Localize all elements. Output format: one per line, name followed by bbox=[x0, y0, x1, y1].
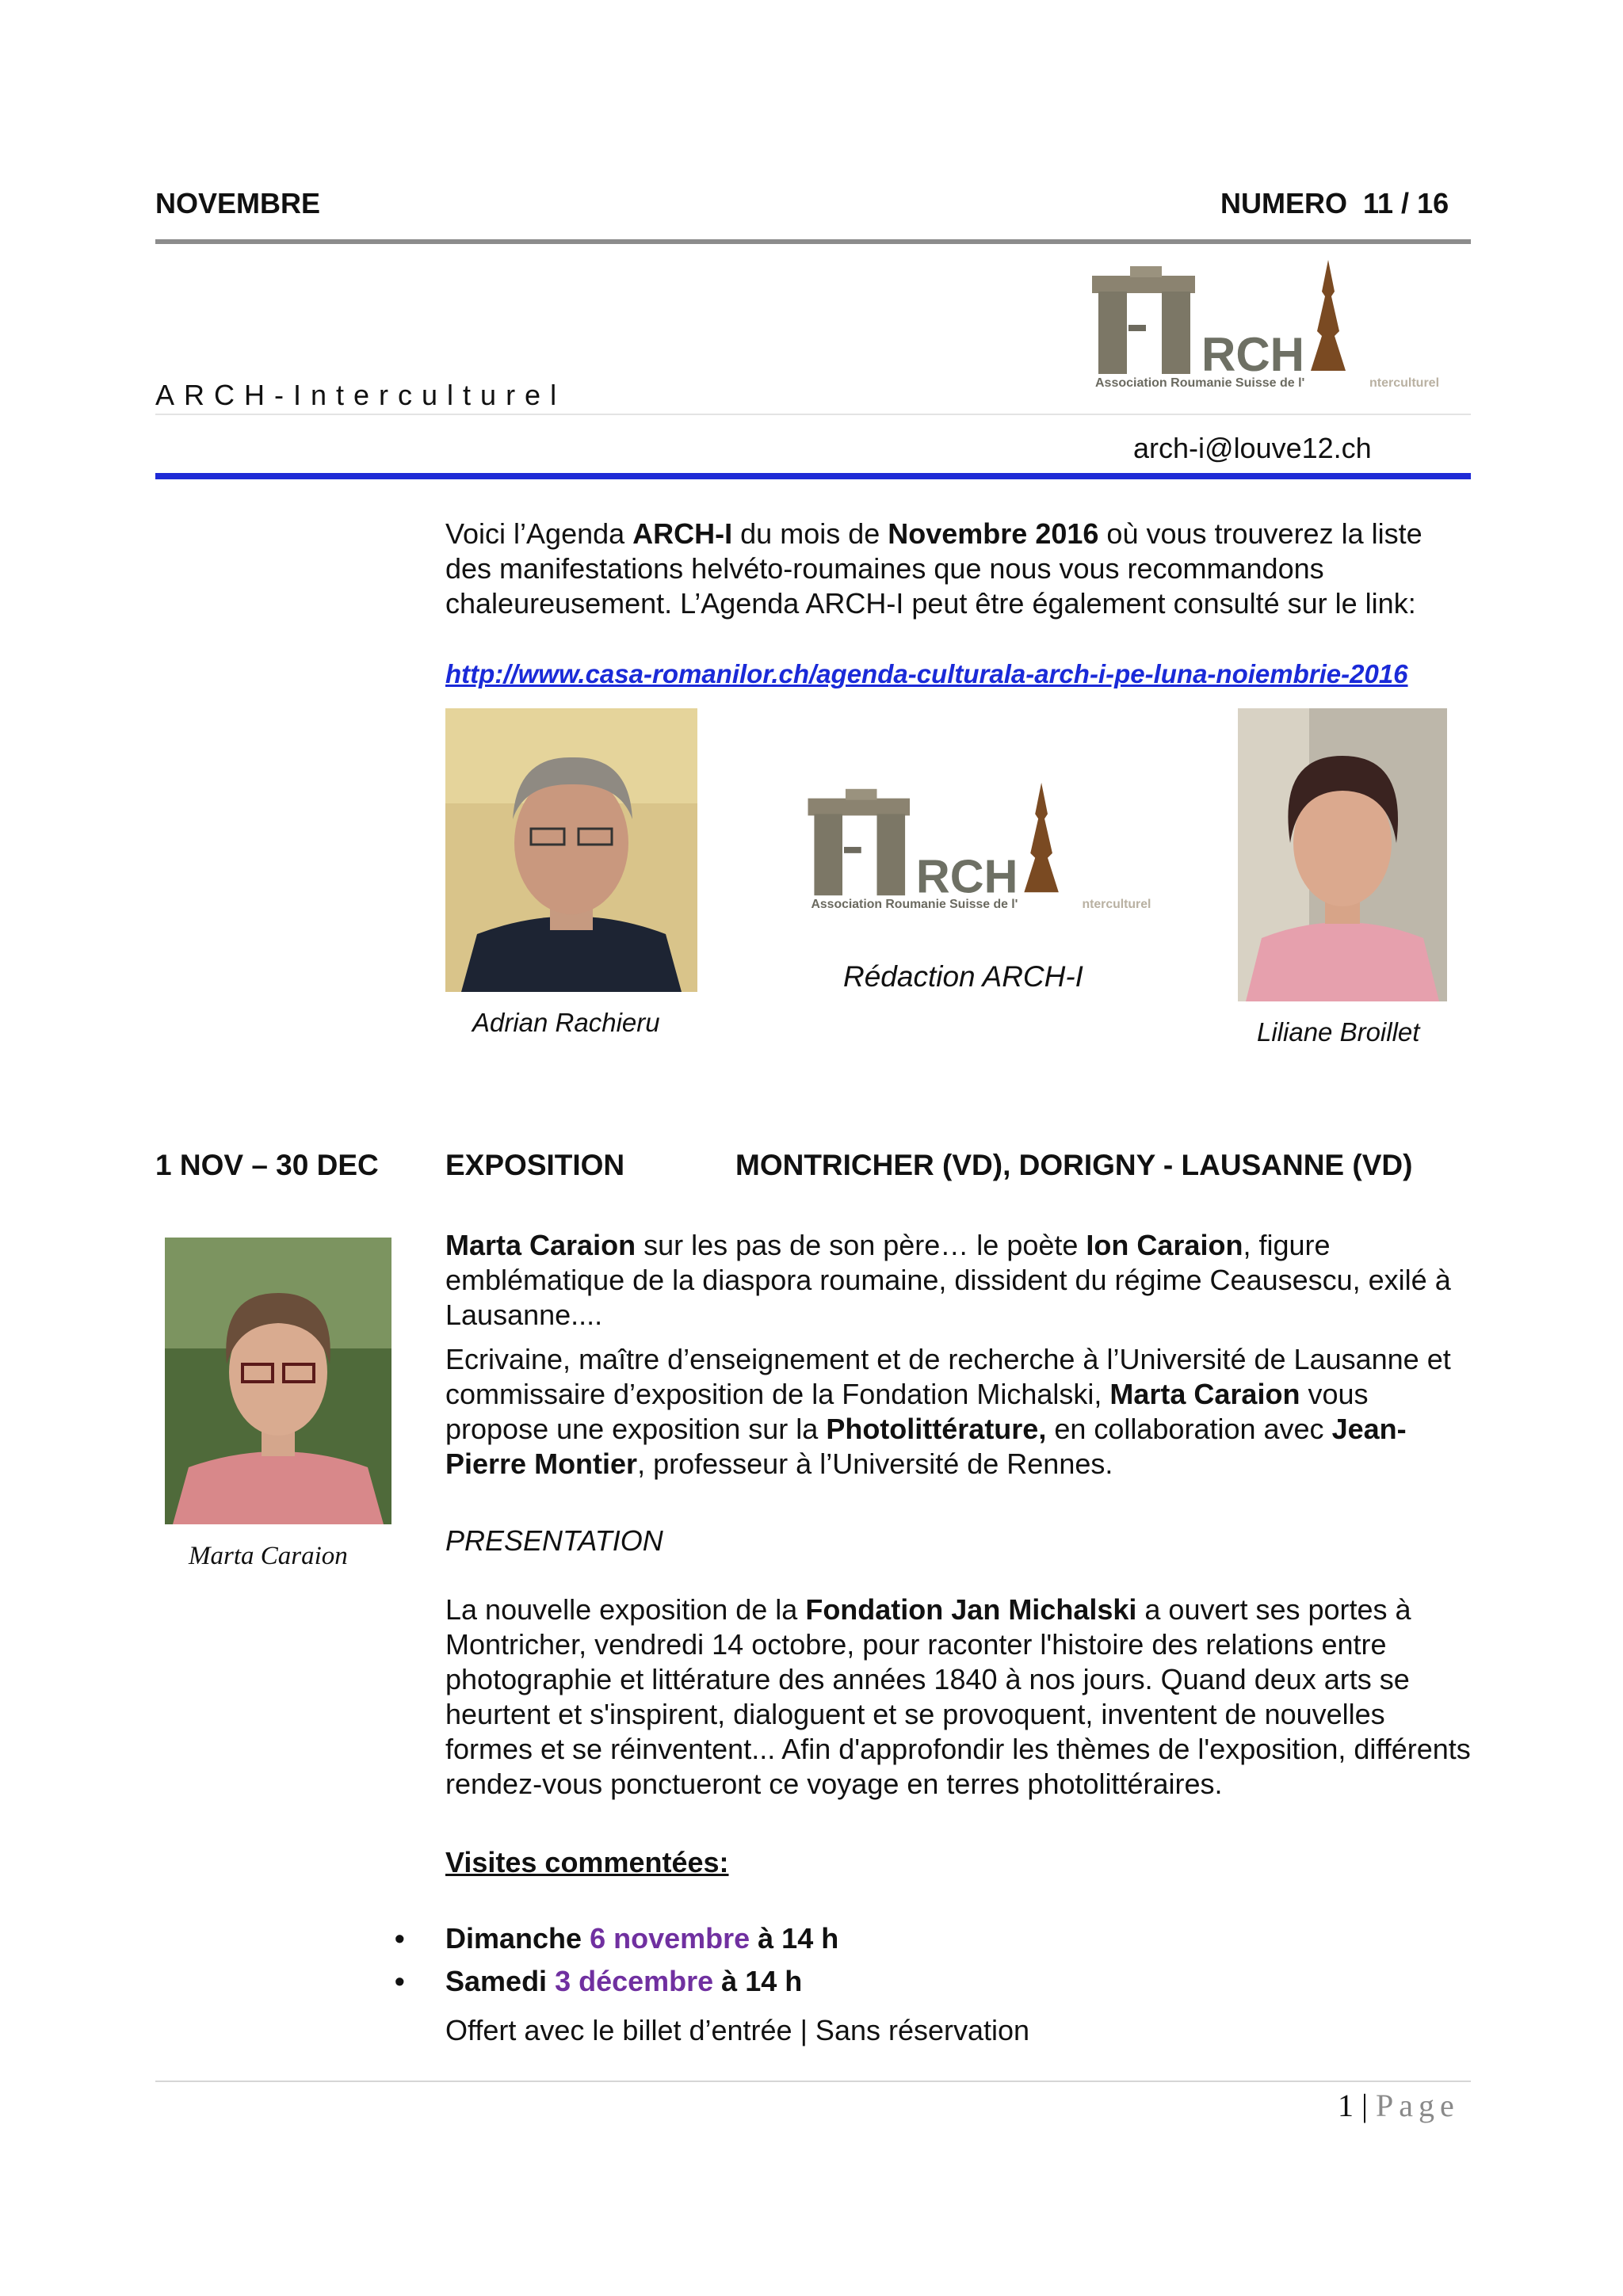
text: a ouvert ses portes à Montricher, vendredi 14 octobre, pour raconter l'histoire des relations entre photographie et littérature des années 1840 à nos jours. Quand deux arts se heurtent et s'inspirent, dialoguent et se provoquent, inventent de nouvelles formes et se réinventent... Afin d'approfondir les thèmes de l'exposition, différents rendez-vous ponctueront ce voyage en terres photolittéraires. bbox=[445, 1593, 1471, 1800]
visit-date: 6 novembre bbox=[590, 1922, 750, 1955]
visit-day: Samedi bbox=[445, 1965, 556, 1997]
organization-name: ARCH-Interculturel bbox=[155, 379, 567, 411]
event-paragraph-2 bbox=[445, 1342, 1476, 1482]
text: , figure emblématique de la diaspora roumaine, dissident du régime Ceausescu, exilé à Lausanne.... bbox=[445, 1229, 1451, 1331]
photo-liliane-broillet bbox=[1238, 708, 1447, 1001]
photo-marta-caraion bbox=[165, 1238, 391, 1524]
header-issue-number: NUMERO 11 / 16 bbox=[1220, 187, 1449, 219]
bold-montier: Jean-Pierre Montier bbox=[445, 1413, 1407, 1480]
footer-divider bbox=[155, 2081, 1471, 2082]
bullet-icon: • bbox=[395, 1922, 405, 1955]
svg-text:RCH: RCH bbox=[1201, 328, 1304, 381]
bold-fondation: Fondation Jan Michalski bbox=[805, 1593, 1137, 1626]
list-item bbox=[395, 1965, 802, 1998]
svg-text:Association Roumanie Suisse de: Association Roumanie Suisse de l' bbox=[811, 898, 1018, 911]
svg-text:Association Roumanie Suisse de: Association Roumanie Suisse de l' bbox=[1095, 376, 1305, 390]
thin-divider bbox=[155, 414, 1471, 415]
page-number bbox=[1338, 2087, 1460, 2124]
event-dates: 1 NOV – 30 DEC bbox=[155, 1149, 379, 1181]
event-paragraph-1 bbox=[445, 1228, 1476, 1333]
caption-liliane-broillet: Liliane Broillet bbox=[1257, 1017, 1420, 1047]
text: , professeur à l’Université de Rennes. bbox=[637, 1447, 1113, 1480]
bold-marta: Marta Caraion bbox=[445, 1229, 636, 1261]
intro-paragraph bbox=[445, 517, 1476, 621]
offert-note: Offert avec le billet d’entrée | Sans réservation bbox=[445, 2014, 1030, 2046]
agenda-link[interactable]: http://www.casa-romanilor.ch/agenda-culturala-arch-i-pe-luna-noiembrie-2016 bbox=[445, 659, 1408, 688]
event-paragraph-3 bbox=[445, 1592, 1476, 1802]
visit-date: 3 décembre bbox=[555, 1965, 714, 1997]
svg-text:nterculturel: nterculturel bbox=[1369, 376, 1440, 390]
caption-marta-caraion: Marta Caraion bbox=[189, 1542, 348, 1570]
text: Ecrivaine, maître d’enseignement et de recherche à l’Université de Lausanne et commissaire d’exposition de la Fondation Michalski, bbox=[445, 1343, 1451, 1410]
intro-arch-bold: ARCH-I bbox=[632, 517, 733, 550]
header-month: NOVEMBRE bbox=[155, 187, 321, 219]
intro-text-1: Voici l’Agenda bbox=[445, 517, 633, 550]
svg-text:nterculturel: nterculturel bbox=[1082, 898, 1151, 911]
blue-divider bbox=[155, 473, 1471, 479]
page-number-value: 1 bbox=[1338, 2088, 1354, 2123]
bold-marta: Marta Caraion bbox=[1109, 1378, 1300, 1410]
bullet-icon: • bbox=[395, 1965, 405, 1997]
list-item bbox=[395, 1922, 838, 1955]
arch-logo-center bbox=[789, 775, 1170, 911]
caption-adrian-rachieru: Adrian Rachieru bbox=[472, 1008, 660, 1037]
arch-logo bbox=[1076, 252, 1455, 390]
event-type: EXPOSITION bbox=[445, 1149, 625, 1181]
svg-text:RCH: RCH bbox=[915, 849, 1018, 903]
intro-text-2: du mois de bbox=[732, 517, 888, 550]
text: sur les pas de son père… le poète bbox=[636, 1229, 1086, 1261]
intro-month-bold: Novembre 2016 bbox=[888, 517, 1099, 550]
visit-time: à 14 h bbox=[750, 1922, 839, 1955]
visites-heading: Visites commentées: bbox=[445, 1846, 729, 1878]
text: en collaboration avec bbox=[1046, 1413, 1332, 1445]
visit-time: à 14 h bbox=[713, 1965, 803, 1997]
bold-ion: Ion Caraion bbox=[1086, 1229, 1243, 1261]
page-separator: | bbox=[1354, 2088, 1377, 2123]
text: La nouvelle exposition de la bbox=[445, 1593, 806, 1626]
contact-email[interactable]: arch-i@louve12.ch bbox=[1133, 432, 1372, 464]
caption-redaction: Rédaction ARCH-I bbox=[843, 960, 1083, 993]
text: vous propose une exposition sur la bbox=[445, 1378, 1369, 1445]
intro-text-3: où vous trouverez la liste des manifestations helvéto-roumaines que nous vous recommandons chaleureusement. L’Agenda ARCH-I peut être également consulté sur le link: bbox=[445, 517, 1423, 620]
presentation-heading: PRESENTATION bbox=[445, 1524, 663, 1557]
bold-topic: Photolittérature, bbox=[826, 1413, 1047, 1445]
visit-day: Dimanche bbox=[445, 1922, 590, 1955]
event-location: MONTRICHER (VD), DORIGNY - LAUSANNE (VD) bbox=[735, 1149, 1413, 1181]
photo-adrian-rachieru bbox=[445, 708, 697, 992]
page-word: Page bbox=[1376, 2088, 1460, 2123]
header-divider bbox=[155, 239, 1471, 244]
